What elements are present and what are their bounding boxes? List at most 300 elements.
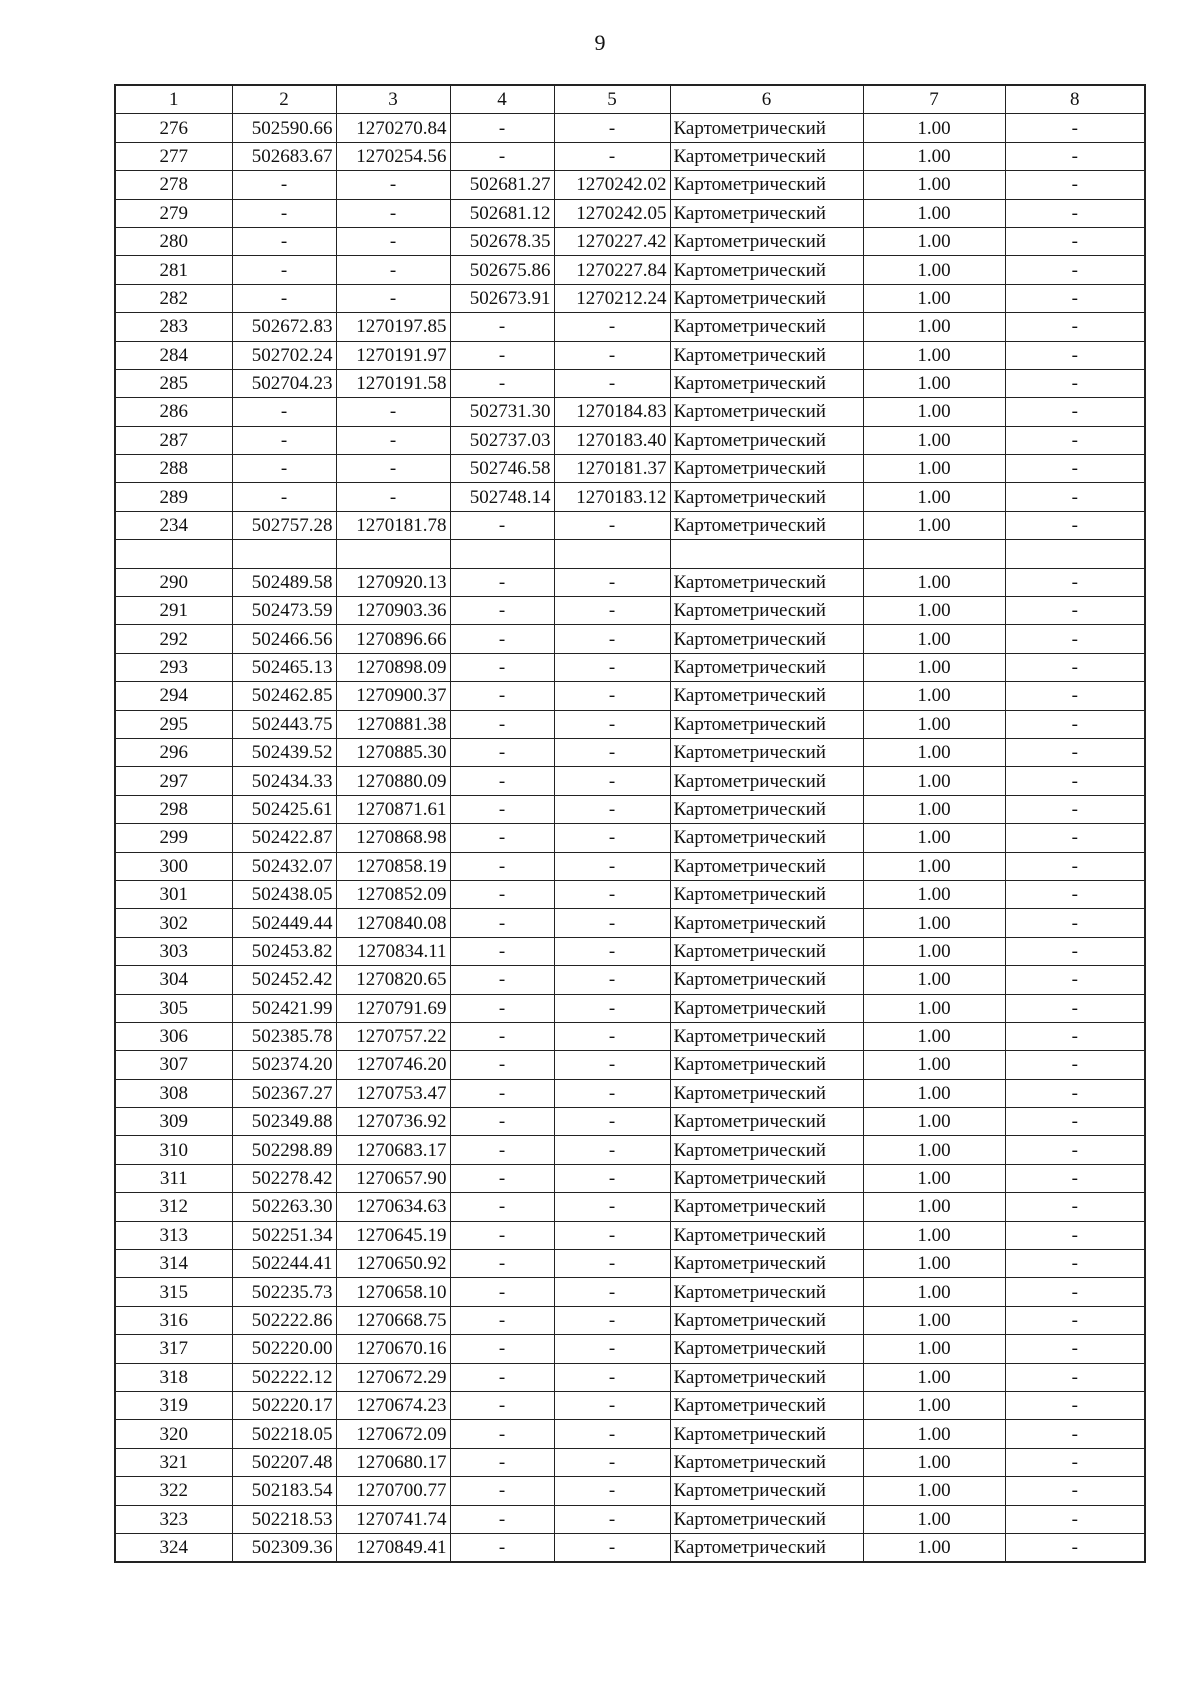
table-row [115, 313, 1145, 341]
table-header [115, 85, 1145, 114]
point-number-cell: 289 [115, 483, 232, 511]
y-existing-cell: - [336, 455, 450, 483]
accuracy-cell: 1.00 [863, 142, 1005, 170]
point-number-cell: 309 [115, 1108, 232, 1136]
accuracy-cell: 1.00 [863, 738, 1005, 766]
point-number-cell: 298 [115, 795, 232, 823]
table-row [115, 284, 1145, 312]
method-cell: Картометрический [670, 1505, 863, 1533]
column-header-3: 3 [336, 85, 450, 114]
point-number-cell: 315 [115, 1278, 232, 1306]
accuracy-cell: 1.00 [863, 1108, 1005, 1136]
description-cell: - [1005, 824, 1145, 852]
y-new-cell: - [554, 795, 670, 823]
y-existing-cell: - [336, 426, 450, 454]
y-new-cell: - [554, 341, 670, 369]
method-cell: Картометрический [670, 1477, 863, 1505]
y-new-cell: 1270227.42 [554, 227, 670, 255]
y-existing-cell: 1270181.78 [336, 511, 450, 539]
table-row [115, 511, 1145, 539]
description-cell: - [1005, 1051, 1145, 1079]
x-existing-cell: 502489.58 [232, 568, 336, 596]
description-cell: - [1005, 966, 1145, 994]
y-new-cell: - [554, 1363, 670, 1391]
description-cell: - [1005, 483, 1145, 511]
method-cell: Картометрический [670, 795, 863, 823]
x-existing-cell: 502683.67 [232, 142, 336, 170]
y-existing-cell: 1270672.29 [336, 1363, 450, 1391]
table-row [115, 1164, 1145, 1192]
method-cell: Картометрический [670, 426, 863, 454]
description-cell: - [1005, 369, 1145, 397]
accuracy-cell: 1.00 [863, 1505, 1005, 1533]
accuracy-cell: 1.00 [863, 795, 1005, 823]
method-cell: Картометрический [670, 1278, 863, 1306]
point-number-cell: 288 [115, 455, 232, 483]
y-existing-cell: 1270849.41 [336, 1533, 450, 1562]
accuracy-cell: 1.00 [863, 1477, 1005, 1505]
x-existing-cell: 502222.12 [232, 1363, 336, 1391]
point-number-cell: 302 [115, 909, 232, 937]
description-cell: - [1005, 171, 1145, 199]
y-new-cell: - [554, 1505, 670, 1533]
method-cell: Картометрический [670, 568, 863, 596]
accuracy-cell: 1.00 [863, 1051, 1005, 1079]
point-number-cell: 297 [115, 767, 232, 795]
x-new-cell: - [450, 1164, 554, 1192]
y-existing-cell: 1270881.38 [336, 710, 450, 738]
column-header-5: 5 [554, 85, 670, 114]
point-number-cell: 279 [115, 199, 232, 227]
point-number-cell: 318 [115, 1363, 232, 1391]
y-existing-cell: 1270658.10 [336, 1278, 450, 1306]
accuracy-cell: 1.00 [863, 171, 1005, 199]
x-new-cell: - [450, 824, 554, 852]
x-new-cell: - [450, 767, 554, 795]
table-row [115, 199, 1145, 227]
point-number-cell: 299 [115, 824, 232, 852]
x-existing-cell: 502367.27 [232, 1079, 336, 1107]
accuracy-cell: 1.00 [863, 227, 1005, 255]
x-existing-cell: - [232, 256, 336, 284]
y-new-cell: 1270242.02 [554, 171, 670, 199]
y-new-cell: - [554, 1448, 670, 1476]
description-cell: - [1005, 341, 1145, 369]
method-cell: Картометрический [670, 142, 863, 170]
x-new-cell: - [450, 852, 554, 880]
column-header-1: 1 [115, 85, 232, 114]
description-cell [1005, 540, 1145, 568]
description-cell: - [1005, 1108, 1145, 1136]
method-cell: Картометрический [670, 369, 863, 397]
x-new-cell: - [450, 653, 554, 681]
point-number-cell: 311 [115, 1164, 232, 1192]
accuracy-cell: 1.00 [863, 1250, 1005, 1278]
table-row [115, 142, 1145, 170]
y-new-cell: - [554, 1079, 670, 1107]
x-existing-cell: 502222.86 [232, 1306, 336, 1334]
y-new-cell: - [554, 1306, 670, 1334]
accuracy-cell: 1.00 [863, 1164, 1005, 1192]
y-new-cell: 1270181.37 [554, 455, 670, 483]
method-cell: Картометрический [670, 597, 863, 625]
description-cell: - [1005, 199, 1145, 227]
description-cell: - [1005, 653, 1145, 681]
x-new-cell: - [450, 1363, 554, 1391]
method-cell: Картометрический [670, 284, 863, 312]
description-cell: - [1005, 597, 1145, 625]
description-cell: - [1005, 937, 1145, 965]
page-number: 9 [594, 30, 606, 55]
accuracy-cell: 1.00 [863, 1335, 1005, 1363]
point-number-cell: 312 [115, 1193, 232, 1221]
y-existing-cell: 1270650.92 [336, 1250, 450, 1278]
description-cell: - [1005, 1420, 1145, 1448]
description-cell: - [1005, 1164, 1145, 1192]
accuracy-cell: 1.00 [863, 937, 1005, 965]
accuracy-cell: 1.00 [863, 568, 1005, 596]
method-cell: Картометрический [670, 227, 863, 255]
header-row [115, 85, 1145, 114]
point-number-cell: 283 [115, 313, 232, 341]
y-existing-cell: 1270254.56 [336, 142, 450, 170]
method-cell: Картометрический [670, 483, 863, 511]
point-number-cell [115, 540, 232, 568]
accuracy-cell: 1.00 [863, 710, 1005, 738]
x-existing-cell: 502218.53 [232, 1505, 336, 1533]
x-new-cell: - [450, 1533, 554, 1562]
accuracy-cell: 1.00 [863, 625, 1005, 653]
method-cell [670, 540, 863, 568]
x-new-cell [450, 540, 554, 568]
table-row [115, 1136, 1145, 1164]
y-existing-cell: 1270753.47 [336, 1079, 450, 1107]
y-existing-cell: 1270791.69 [336, 994, 450, 1022]
accuracy-cell: 1.00 [863, 199, 1005, 227]
x-existing-cell: 502465.13 [232, 653, 336, 681]
y-existing-cell: - [336, 398, 450, 426]
x-existing-cell: 502207.48 [232, 1448, 336, 1476]
accuracy-cell: 1.00 [863, 369, 1005, 397]
point-number-cell: 290 [115, 568, 232, 596]
x-new-cell: - [450, 1335, 554, 1363]
x-new-cell: - [450, 1448, 554, 1476]
method-cell: Картометрический [670, 1079, 863, 1107]
x-new-cell: - [450, 994, 554, 1022]
description-cell: - [1005, 1022, 1145, 1050]
description-cell: - [1005, 568, 1145, 596]
table-row [115, 1079, 1145, 1107]
method-cell: Картометрический [670, 682, 863, 710]
accuracy-cell: 1.00 [863, 1448, 1005, 1476]
x-new-cell: - [450, 710, 554, 738]
method-cell: Картометрический [670, 171, 863, 199]
x-existing-cell: 502449.44 [232, 909, 336, 937]
y-existing-cell: 1270270.84 [336, 114, 450, 142]
y-existing-cell: 1270746.20 [336, 1051, 450, 1079]
method-cell: Картометрический [670, 1250, 863, 1278]
x-existing-cell: - [232, 455, 336, 483]
accuracy-cell: 1.00 [863, 880, 1005, 908]
y-existing-cell: 1270900.37 [336, 682, 450, 710]
table-body [115, 114, 1145, 1562]
y-existing-cell: 1270885.30 [336, 738, 450, 766]
x-existing-cell: - [232, 227, 336, 255]
x-new-cell: - [450, 1108, 554, 1136]
x-new-cell: - [450, 568, 554, 596]
table-row [115, 1108, 1145, 1136]
description-cell: - [1005, 114, 1145, 142]
accuracy-cell: 1.00 [863, 398, 1005, 426]
accuracy-cell: 1.00 [863, 256, 1005, 284]
description-cell: - [1005, 1363, 1145, 1391]
y-existing-cell: 1270820.65 [336, 966, 450, 994]
point-number-cell: 294 [115, 682, 232, 710]
column-header-2: 2 [232, 85, 336, 114]
x-new-cell: - [450, 880, 554, 908]
description-cell: - [1005, 398, 1145, 426]
point-number-cell: 310 [115, 1136, 232, 1164]
y-new-cell: - [554, 738, 670, 766]
y-existing-cell: 1270852.09 [336, 880, 450, 908]
method-cell: Картометрический [670, 909, 863, 937]
method-cell: Картометрический [670, 1108, 863, 1136]
table-row [115, 1505, 1145, 1533]
x-new-cell: - [450, 1250, 554, 1278]
point-number-cell: 292 [115, 625, 232, 653]
y-new-cell: - [554, 1164, 670, 1192]
table-row [115, 1533, 1145, 1562]
y-existing-cell [336, 540, 450, 568]
x-existing-cell: 502757.28 [232, 511, 336, 539]
y-new-cell: - [554, 1278, 670, 1306]
x-new-cell: - [450, 738, 554, 766]
x-existing-cell: 502309.36 [232, 1533, 336, 1562]
x-existing-cell: 502421.99 [232, 994, 336, 1022]
y-new-cell: - [554, 1108, 670, 1136]
y-existing-cell: 1270634.63 [336, 1193, 450, 1221]
y-new-cell: - [554, 1477, 670, 1505]
method-cell: Картометрический [670, 1391, 863, 1419]
y-existing-cell: - [336, 171, 450, 199]
x-new-cell: 502737.03 [450, 426, 554, 454]
point-number-cell: 300 [115, 852, 232, 880]
description-cell: - [1005, 710, 1145, 738]
table-row [115, 966, 1145, 994]
x-new-cell: - [450, 114, 554, 142]
description-cell: - [1005, 909, 1145, 937]
method-cell: Картометрический [670, 625, 863, 653]
y-new-cell: - [554, 767, 670, 795]
y-new-cell: - [554, 909, 670, 937]
accuracy-cell: 1.00 [863, 1306, 1005, 1334]
x-new-cell: 502746.58 [450, 455, 554, 483]
accuracy-cell: 1.00 [863, 426, 1005, 454]
accuracy-cell: 1.00 [863, 341, 1005, 369]
point-number-cell: 284 [115, 341, 232, 369]
x-new-cell: - [450, 682, 554, 710]
method-cell: Картометрический [670, 256, 863, 284]
accuracy-cell: 1.00 [863, 966, 1005, 994]
description-cell: - [1005, 1448, 1145, 1476]
description-cell: - [1005, 1136, 1145, 1164]
x-existing-cell: - [232, 284, 336, 312]
y-new-cell: - [554, 313, 670, 341]
table-row [115, 483, 1145, 511]
method-cell: Картометрический [670, 653, 863, 681]
x-new-cell: - [450, 909, 554, 937]
x-existing-cell: 502298.89 [232, 1136, 336, 1164]
table-row [115, 1221, 1145, 1249]
description-cell: - [1005, 227, 1145, 255]
table-row [115, 597, 1145, 625]
table-row [115, 653, 1145, 681]
table-row [115, 227, 1145, 255]
description-cell: - [1005, 1306, 1145, 1334]
description-cell: - [1005, 455, 1145, 483]
point-number-cell: 324 [115, 1533, 232, 1562]
description-cell: - [1005, 313, 1145, 341]
table-row [115, 1477, 1145, 1505]
x-existing-cell: 502244.41 [232, 1250, 336, 1278]
x-existing-cell: 502422.87 [232, 824, 336, 852]
accuracy-cell: 1.00 [863, 994, 1005, 1022]
x-existing-cell: 502349.88 [232, 1108, 336, 1136]
x-existing-cell: 502439.52 [232, 738, 336, 766]
x-new-cell: - [450, 369, 554, 397]
point-number-cell: 306 [115, 1022, 232, 1050]
x-new-cell: 502673.91 [450, 284, 554, 312]
point-number-cell: 286 [115, 398, 232, 426]
accuracy-cell: 1.00 [863, 1193, 1005, 1221]
x-existing-cell: 502183.54 [232, 1477, 336, 1505]
table-row [115, 1448, 1145, 1476]
y-new-cell: - [554, 653, 670, 681]
method-cell: Картометрический [670, 114, 863, 142]
x-existing-cell [232, 540, 336, 568]
x-new-cell: - [450, 1193, 554, 1221]
accuracy-cell: 1.00 [863, 1136, 1005, 1164]
accuracy-cell: 1.00 [863, 313, 1005, 341]
description-cell: - [1005, 1221, 1145, 1249]
y-new-cell: 1270183.12 [554, 483, 670, 511]
x-new-cell: - [450, 1051, 554, 1079]
method-cell: Картометрический [670, 1420, 863, 1448]
table-row [115, 426, 1145, 454]
x-existing-cell: 502590.66 [232, 114, 336, 142]
point-number-cell: 234 [115, 511, 232, 539]
method-cell: Картометрический [670, 511, 863, 539]
y-new-cell: - [554, 597, 670, 625]
x-new-cell: 502731.30 [450, 398, 554, 426]
description-cell: - [1005, 1193, 1145, 1221]
accuracy-cell: 1.00 [863, 1079, 1005, 1107]
x-new-cell: - [450, 597, 554, 625]
y-new-cell: - [554, 1193, 670, 1221]
x-existing-cell: 502385.78 [232, 1022, 336, 1050]
x-existing-cell: - [232, 171, 336, 199]
table-row [115, 369, 1145, 397]
y-existing-cell: - [336, 483, 450, 511]
x-existing-cell: 502438.05 [232, 880, 336, 908]
x-new-cell: - [450, 795, 554, 823]
point-number-cell: 304 [115, 966, 232, 994]
x-existing-cell: 502432.07 [232, 852, 336, 880]
accuracy-cell: 1.00 [863, 852, 1005, 880]
accuracy-cell: 1.00 [863, 682, 1005, 710]
accuracy-cell: 1.00 [863, 114, 1005, 142]
point-number-cell: 295 [115, 710, 232, 738]
table-row [115, 540, 1145, 568]
y-existing-cell: 1270903.36 [336, 597, 450, 625]
method-cell: Картометрический [670, 1448, 863, 1476]
table-row [115, 455, 1145, 483]
method-cell: Картометрический [670, 341, 863, 369]
y-new-cell: - [554, 682, 670, 710]
point-number-cell: 281 [115, 256, 232, 284]
table-row [115, 341, 1145, 369]
x-existing-cell: 502462.85 [232, 682, 336, 710]
description-cell: - [1005, 256, 1145, 284]
point-number-cell: 323 [115, 1505, 232, 1533]
method-cell: Картометрический [670, 1164, 863, 1192]
x-new-cell: 502681.12 [450, 199, 554, 227]
point-number-cell: 314 [115, 1250, 232, 1278]
table-row [115, 1278, 1145, 1306]
method-cell: Картометрический [670, 1051, 863, 1079]
x-new-cell: - [450, 1221, 554, 1249]
y-existing-cell: - [336, 199, 450, 227]
accuracy-cell: 1.00 [863, 284, 1005, 312]
y-new-cell: - [554, 880, 670, 908]
point-number-cell: 308 [115, 1079, 232, 1107]
method-cell: Картометрический [670, 767, 863, 795]
description-cell: - [1005, 767, 1145, 795]
description-cell: - [1005, 284, 1145, 312]
point-number-cell: 313 [115, 1221, 232, 1249]
y-existing-cell: 1270871.61 [336, 795, 450, 823]
y-existing-cell: 1270868.98 [336, 824, 450, 852]
x-new-cell: - [450, 1022, 554, 1050]
y-existing-cell: 1270674.23 [336, 1391, 450, 1419]
y-new-cell: - [554, 1335, 670, 1363]
method-cell: Картометрический [670, 1363, 863, 1391]
y-existing-cell: 1270657.90 [336, 1164, 450, 1192]
y-existing-cell: 1270191.97 [336, 341, 450, 369]
y-new-cell: 1270212.24 [554, 284, 670, 312]
accuracy-cell: 1.00 [863, 1221, 1005, 1249]
method-cell: Картометрический [670, 937, 863, 965]
x-new-cell: - [450, 937, 554, 965]
x-existing-cell: 502702.24 [232, 341, 336, 369]
method-cell: Картометрический [670, 966, 863, 994]
x-existing-cell: 502443.75 [232, 710, 336, 738]
accuracy-cell: 1.00 [863, 767, 1005, 795]
table-row [115, 1051, 1145, 1079]
table-row [115, 1250, 1145, 1278]
point-number-cell: 317 [115, 1335, 232, 1363]
table-row [115, 880, 1145, 908]
y-new-cell: - [554, 142, 670, 170]
x-new-cell: - [450, 1505, 554, 1533]
y-new-cell: - [554, 1022, 670, 1050]
x-existing-cell: 502473.59 [232, 597, 336, 625]
point-number-cell: 319 [115, 1391, 232, 1419]
x-new-cell: 502675.86 [450, 256, 554, 284]
description-cell: - [1005, 1278, 1145, 1306]
table-row [115, 1335, 1145, 1363]
description-cell: - [1005, 625, 1145, 653]
